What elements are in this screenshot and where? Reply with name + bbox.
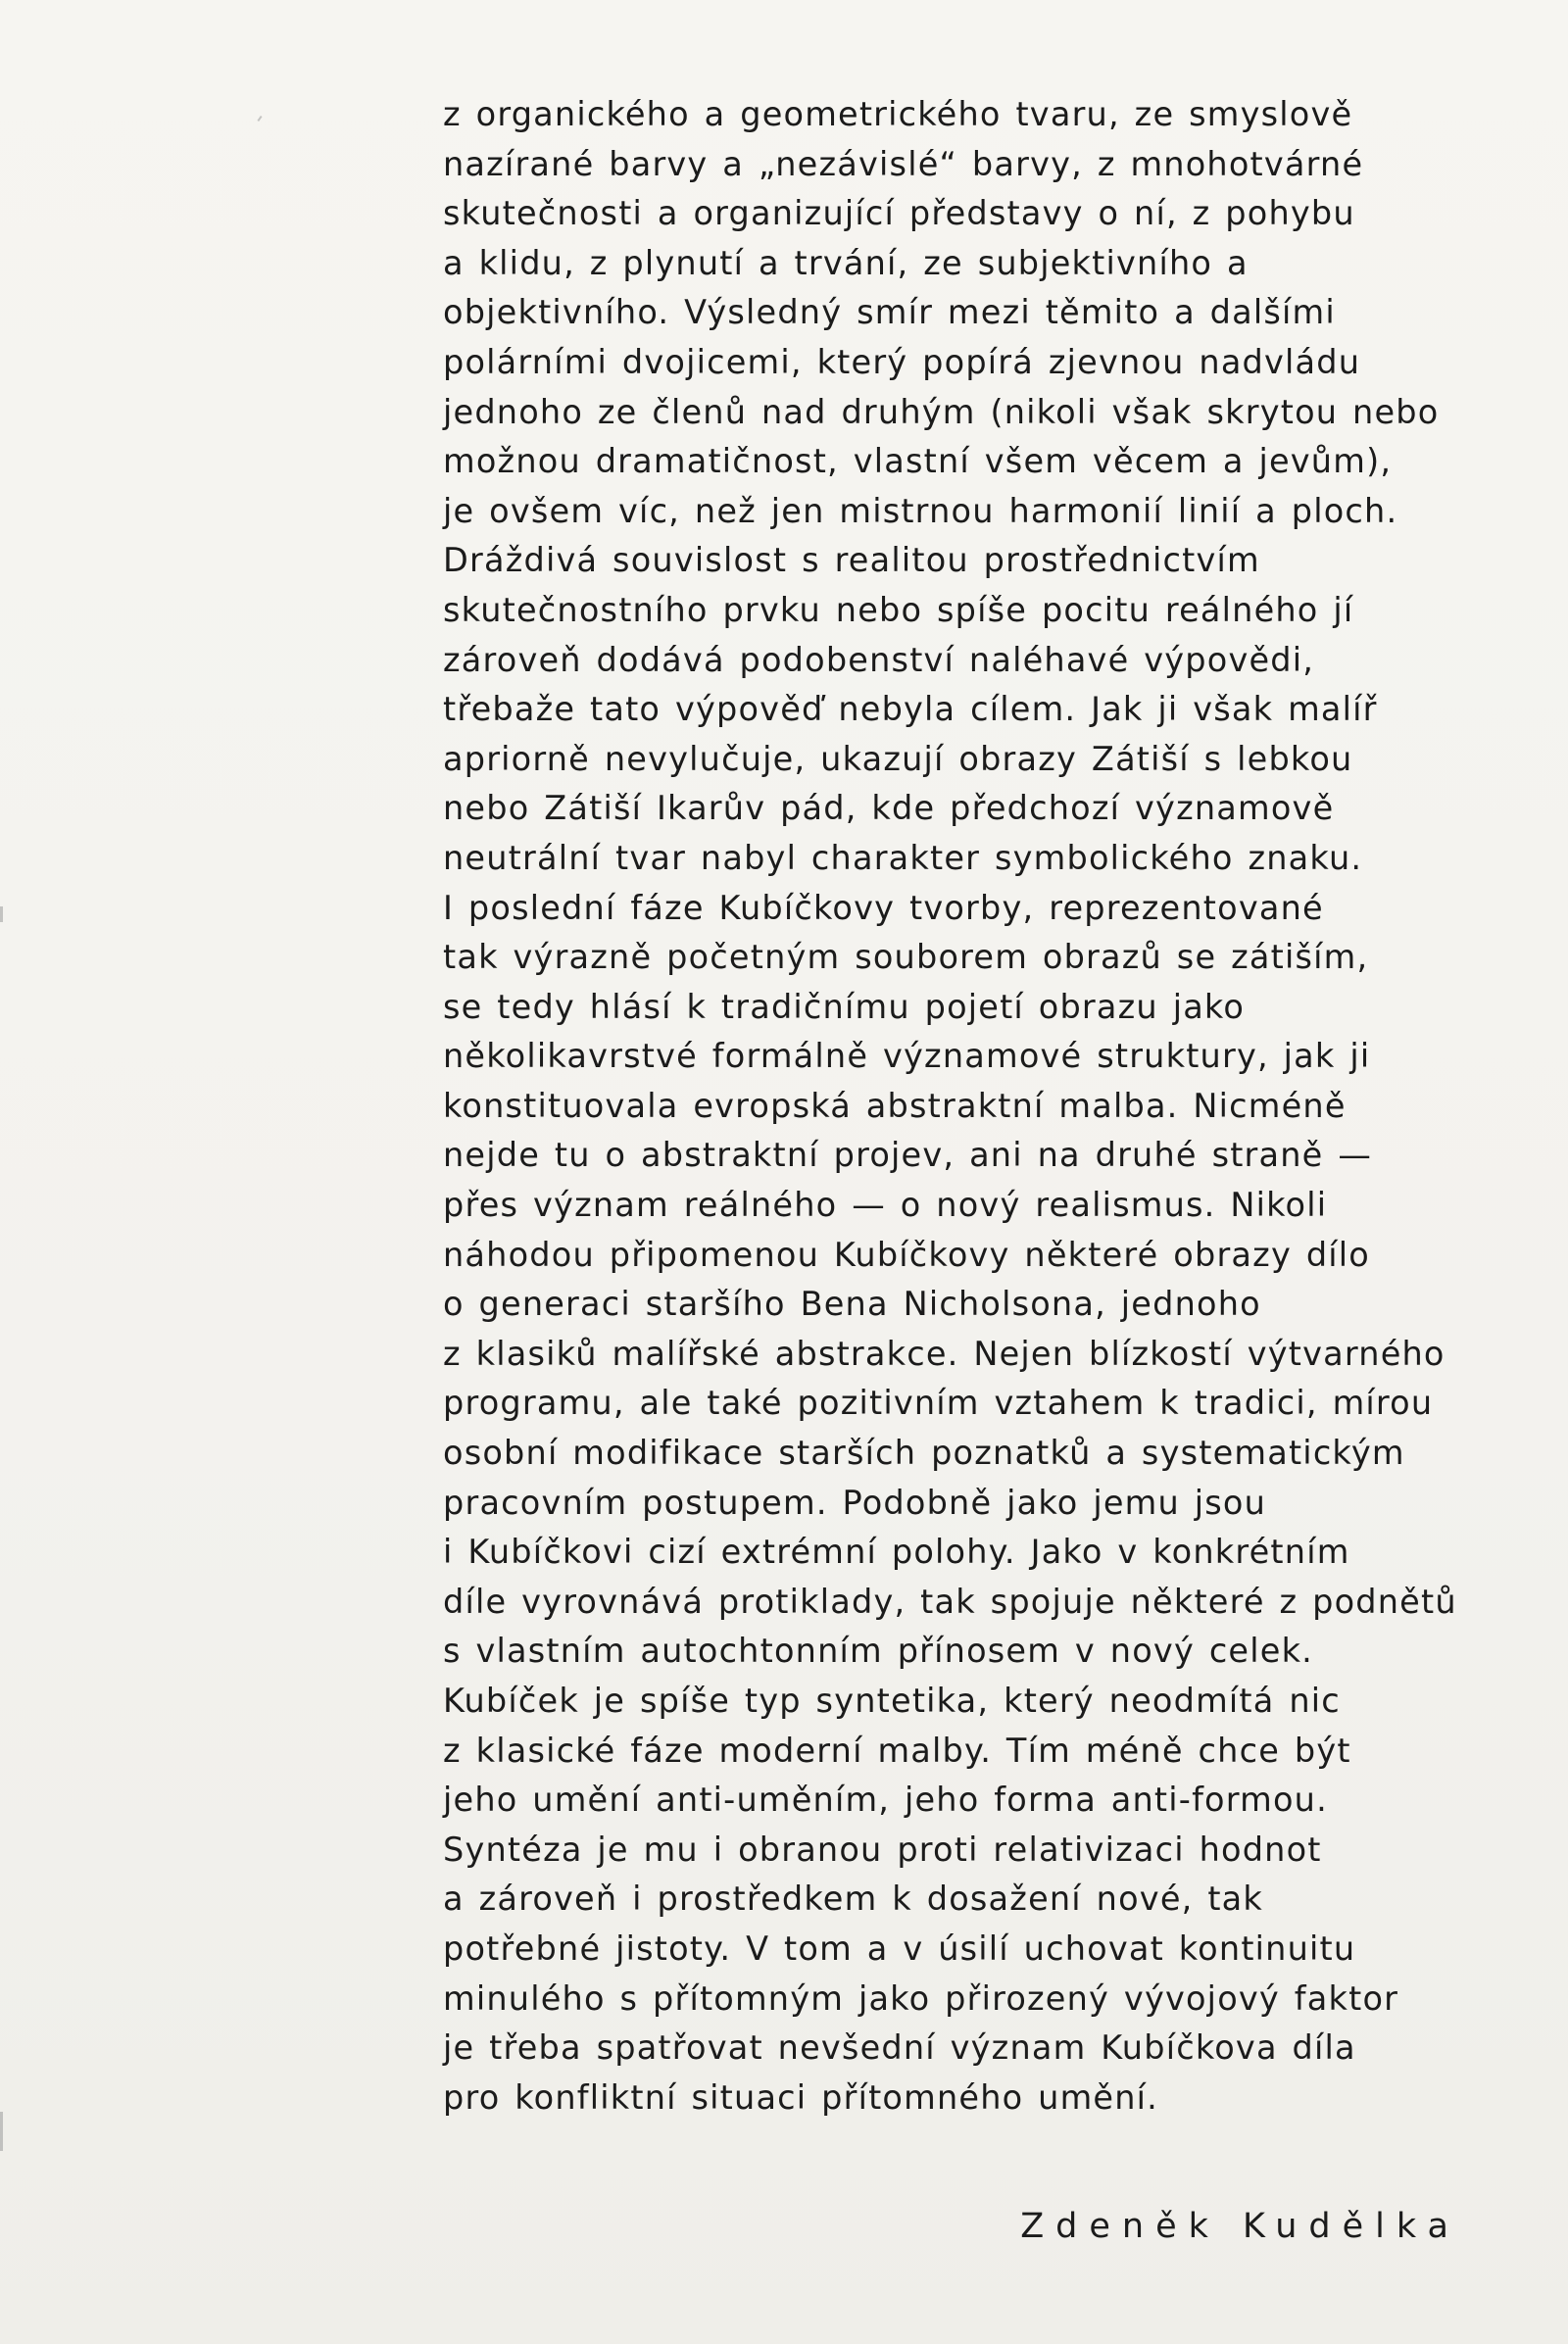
text-line: tak výrazně početným souborem obrazů se zátiším,	[443, 938, 1369, 977]
text-line: je třeba spatřovat nevšední význam Kubíčkova díla	[443, 2028, 1356, 2068]
text-line: objektivního. Výsledný smír mezi těmito a dalšími	[443, 293, 1336, 332]
text-line: skutečnosti a organizující představy o ní, z pohybu	[443, 194, 1355, 233]
text-line: a zároveň i prostředkem k dosažení nové, tak	[443, 1880, 1263, 1919]
text-line: potřebné jistoty. V tom a v úsilí uchovat kontinuitu	[443, 1929, 1356, 1968]
text-line: přes význam reálného — o nový realismus. Nikoli	[443, 1186, 1328, 1225]
text-line: o generaci staršího Bena Nicholsona, jednoho	[443, 1285, 1261, 1324]
left-edge-speck	[0, 906, 3, 922]
author-signature: Zdeněk Kudělka	[1020, 2207, 1460, 2246]
text-line: se tedy hlásí k tradičnímu pojetí obrazu jako	[443, 987, 1246, 1026]
text-line: Dráždivá souvislost s realitou prostřednictvím	[443, 541, 1260, 580]
text-line: jednoho ze členů nad druhým (nikoli však skrytou nebo	[443, 392, 1440, 431]
text-line: Kubíček je spíše typ syntetika, který neodmítá nic	[443, 1682, 1341, 1720]
left-edge-speck	[0, 2112, 3, 2151]
text-line: nazírané barvy a „nezávislé“ barvy, z mnohotvárné	[443, 144, 1364, 183]
text-line: z organického a geometrického tvaru, ze smyslově	[443, 95, 1353, 133]
text-line: z klasiků malířské abstrakce. Nejen blízkostí výtvarného	[443, 1334, 1446, 1373]
text-line: několikavrstvé formálně významové struktury, jak ji	[443, 1037, 1371, 1076]
text-line: polárními dvojicemi, který popírá zjevnou nadvládu	[443, 342, 1361, 381]
text-line: konstituovala evropská abstraktní malba. Nicméně	[443, 1086, 1347, 1125]
text-line: I poslední fáze Kubíčkovy tvorby, reprezentované	[443, 888, 1324, 927]
text-line: nejde tu o abstraktní projev, ani na druhé straně —	[443, 1136, 1373, 1175]
text-line: je ovšem víc, než jen mistrnou harmonií linií a ploch.	[443, 491, 1398, 530]
text-line: skutečnostního prvku nebo spíše pocitu reálného jí	[443, 590, 1354, 629]
text-line: pracovním postupem. Podobně jako jemu jsou	[443, 1483, 1267, 1522]
text-line: nebo Zátiší Ikarův pád, kde předchozí významově	[443, 789, 1335, 828]
text-line: možnou dramatičnost, vlastní všem věcem a jevům),	[443, 442, 1393, 481]
text-line: díle vyrovnává protiklady, tak spojuje některé z podnětů	[443, 1582, 1457, 1621]
text-line: třebaže tato výpověď nebyla cílem. Jak ji však malíř	[443, 690, 1378, 729]
text-line: a klidu, z plynutí a trvání, ze subjektivního a	[443, 243, 1249, 282]
stray-mark	[257, 116, 262, 122]
text-line: osobní modifikace starších poznatků a systematickým	[443, 1434, 1405, 1473]
text-line: s vlastním autochtonním přínosem v nový celek.	[443, 1632, 1314, 1671]
text-line: neutrální tvar nabyl charakter symbolického znaku.	[443, 838, 1363, 877]
text-line: i Kubíčkovi cizí extrémní polohy. Jako v konkrétním	[443, 1533, 1350, 1572]
text-line: z klasické fáze moderní malby. Tím méně chce být	[443, 1731, 1351, 1770]
text-line: jeho umění anti-uměním, jeho forma anti-formou.	[443, 1781, 1328, 1820]
text-line: apriorně nevylučuje, ukazují obrazy Zátiší s lebkou	[443, 739, 1353, 778]
text-line: programu, ale také pozitivním vztahem k tradici, mírou	[443, 1384, 1434, 1423]
text-line: zároveň dodává podobenství naléhavé výpovědi,	[443, 640, 1315, 679]
text-line: náhodou připomenou Kubíčkovy některé obrazy dílo	[443, 1235, 1370, 1274]
body-text	[443, 90, 1482, 2123]
text-line: minulého s přítomným jako přirozený vývojový faktor	[443, 1978, 1399, 2018]
text-line: Syntéza je mu i obranou proti relativizaci hodnot	[443, 1830, 1322, 1869]
text-line: pro konfliktní situaci přítomného umění.	[443, 2077, 1159, 2117]
